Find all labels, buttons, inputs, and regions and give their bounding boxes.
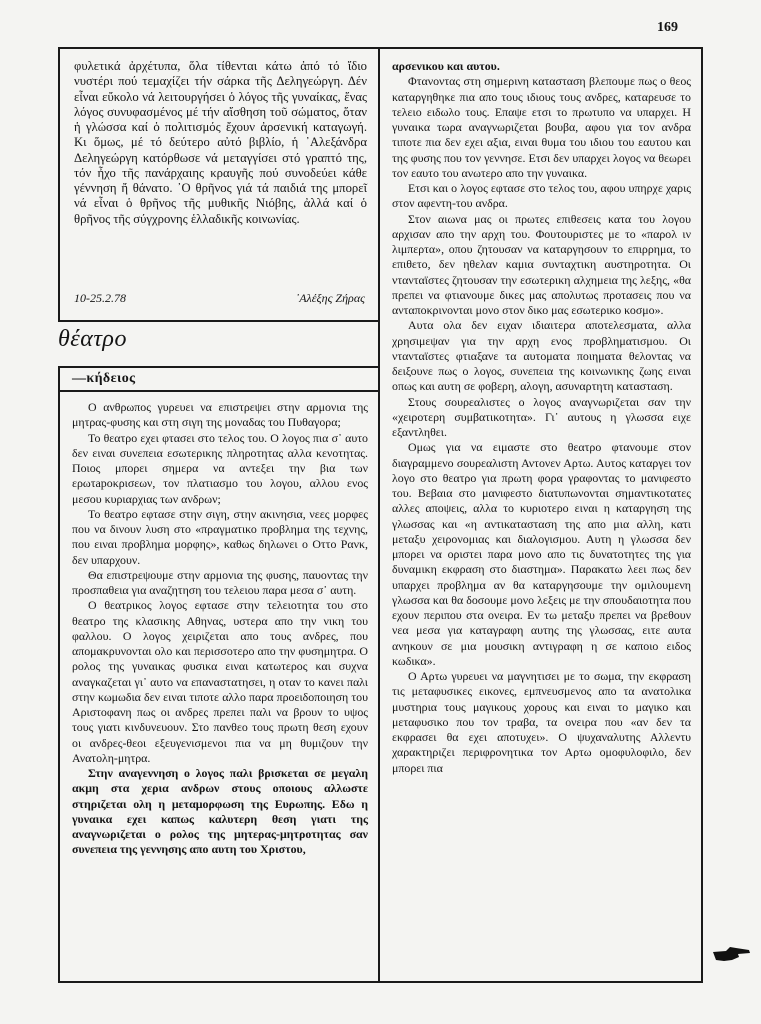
article-paragraph: Ετσι και ο λογος εφτασε στο τελος του, αφου υπηρχε χαρις στον αφεντη-του ανδρα. xyxy=(392,181,691,211)
pointing-hand-icon xyxy=(712,944,752,964)
section-title: θέατρο xyxy=(58,326,127,352)
article-left-body xyxy=(60,392,379,858)
article-paragraph: Στην αναγεννηση ο λογος παλι βρισκεται σε μεγαλη ακμη στα χερια ανδρων στους οποιους αλλωστε στηριζεται ολη η μεταμορφωση της Ευρωπης. Εδω η γυναικα εχει καπως καλυτερη θεση γιατι της αναγνωριζεται ο ρολος της μητερας-μητροτητας σαν συνεπεια της γεννησης απο αυτη του Χριστου, xyxy=(72,766,368,857)
article-paragraph: Αυτα ολα δεν ειχαν ιδιαιτερα αποτελεσματα, αλλα χρησιμεψαν για την αρχη ενος προβληματισμου. Οι ντανταϊστες φτιαξανε τα αυτοματα ποιηματα θελοντας να δειξουνε πως ο λογος, συνεπεια της κοινωνικης ζωης ειναι οπως και αυτη σε φοβερη, αλογη, ασυναρτητη κατασταση. xyxy=(392,318,691,394)
article-right-column xyxy=(378,47,703,983)
article-paragraph: Στους σουρεαλιστες ο λογος αναγνωριζεται σαν την «χειροτερη συμβατικοτητα». Γι᾽ αυτους η γλωσσα ειχε εξαντληθει. xyxy=(392,394,691,439)
article-paragraph: αρσενικου και αυτου. xyxy=(392,59,500,73)
review-date: 10-25.2.78 xyxy=(74,291,126,305)
article-paragraph: Το θεατρο εφτασε στην σιγη, στην ακινησια, νεες μορφες που να δινουν λυση στο «πραγματικο προβλημα της τεχνης, που ειναι προβλημα μορφης», καθως δηλωνει ο Οττο Ρανκ, δεν υπαρχουν. xyxy=(72,506,368,567)
article-paragraph: Ο θεατρικος λογος εφτασε στην τελειοτητα του στο θεατρο της κλασικης Αθηνας, υστερα απο την νικη του φαλλου. Ο λογος χειριζεται απο τους ανδρες, που απομακρυνονται ολο και περισσοτερο απο την φυσημητρα. Ο ρολος της γυναικας φυσικα ειναι κατωτερος και συχνα αναγκαζεται γι᾽ αυτο να επαναστατησει, η οταν το κανει παλι στην κωμωδια δεν ειναι τιποτε αλλο παρα προειδοποιηση του Αριστοφανη πως οι ανδρες πρεπει παλι να βρουν το υψος τους γιατι κινδυνευουν. Στο πανθεο τους πρωτη θεση εχουν οι ανδρες-θεοι εξευγενισμενοι πια να μη θυμιζουν την Ανατολη-μητρα. xyxy=(72,598,368,765)
review-author: ᾽Αλέξης Ζήρας xyxy=(295,291,365,305)
article-paragraph: Θα επιστρεψουμε στην αρμονια της φυσης, παυοντας την προσπαθεια για αναζητηση του τελειου παρα μεσα σ᾽ αυτη. xyxy=(72,567,368,597)
article-title: —κήδειος xyxy=(60,368,379,392)
article-paragraph: Στον αιωνα μας οι πρωτες επιθεσεις κατα του λογου αρχισαν απο την αρχη του. Φουτουριστες με το «παρολ ιν λιμπερτα», οπου ζητουσαν να καταργησουν το επιρρημα, το επιθετο, δεν ηθελαν καμια συνταχτικη αυστηροτητα. Οι ντανταϊστες ζητουσαν την εσωτερικη αλχημεια της λεξης, «θα πρεπει να φτιανουμε δικες μας απολυτως προτασεις που να ανταποκρινονται μονο στον δικο μας εσωτερικο κοσμο». xyxy=(392,211,691,317)
article-paragraph: Φτανοντας στη σημερινη κατασταση βλεπουμε πως ο θεος καταργηθηκε πια απο τους ιδιους τους ανδρες, καταρευσε το τελειο ειδωλο τους. Επαψε ετσι το πρωτυπο να υπαρχει. Η γυναικα τωρα αναγνωριζεται βουβα, αφου για τον ανδρα τιποτε πια δεν εχει αξια, ειναι θυμα του ιδιου του εαυτου και της φυσης που τον γεννησε. Ετσι δεν υπαρχει λογος να θεωρει τον εαυτο του ανωτερο απο την γυναικα. xyxy=(392,74,691,180)
article-paragraph: Ομως για να ειμαστε στο θεατρο φτανουμε στον διαγραμμενο σουρεαλιστη Αντονεν Αρτω. Αυτος καταργει τον λογο στο θεατρο για πρωτη φορα γραφοντας το μανιφεστο του. Βεβαια στο μανιφεστο διατυπωνονται σημαντικοτατες αλλες αποψεις, αλλα το κυριοτερο ειναι η καταργηση της γλωσσας και «η αντικατασταση της απο μια αλλη, κατι μεταξυ χειρονομιας και διαλογισμου. Αυτη η γλωσσα δεν μπορει να οριστει παρα μονο απο τις δυνατοτητες της για δυναμικη εκφραση στο διαστημα». Παρακατω λεει πως δεν υπαρχει προβλημα αν θα καταργησουμε την ομιλουμενη γλωσσα και θα δοσουμε μονο λεξεις με την σπουδαιοτητα που εχουν περιπου στα ονειρα. Εν τω μεταξυ πρεπει να βρεθουν νεα μεσα για καταγραφη αυτης της γλωσσας, ειτε αυτα ανηκουν σε μια μουσικη αντιγραφη η σε καποιο ειδος κωδικα». xyxy=(392,440,691,668)
article-paragraph: Ο ανθρωπος γυρευει να επιστρεψει στην αρμονια της μητρας-φυσης και στη σιγη της μοναδας του Πυθαγορα; xyxy=(72,400,368,430)
article-left-column xyxy=(58,366,381,983)
article-paragraph: Το θεατρο εχει φτασει στο τελος του. Ο λογος πια σ᾽ αυτο δεν ειναι συνεπεια εσωτερικης πληροτητας αλλα κενοτητας. Ποιος μπορει σημερα να αντεξει την βια των ερωτapοκρισεων, τον πλατιασμο του λογου, αλλου ενος μεσου κυριαρχιας των ανδρων; xyxy=(72,430,368,506)
page-number: 169 xyxy=(657,20,678,35)
article-paragraph: Ο Αρτω γυρευει να μαγνητισει με το σωμα, την εκφραση τις μεταφυσικες εικονες, εμπνευσμενος απο τα ανατολικα μυστηρια τους μαγικους χορους και ειναι το μαγικο και μεταφυσικο που τον τραβα, τα ονειρα που «αν δεν τα εκφρασει θα εχει αποτυχει». Ο ψυχαναλυτης Αλλεντυ χαρακτηριζει περιφρονητικα τον Αρτω ομοφυλοφιλο, δεν μπορει πια xyxy=(392,669,691,775)
review-box xyxy=(58,47,381,322)
signature-row xyxy=(74,291,365,306)
review-text: φυλετικά ἀρχέτυπα, ὅλα τίθενται κάτω ἀπό τό ἴδιο νυστέρι πού τεμαχίζει τήν σάρκα τῆς Δεληγεώργη. Δέν εἶναι εὔκολο νά λειτουργήσει ὁ λόγος τῆς γυναίκας, ἕνας λόγος συνυφασμένος μέ τήν αἴσθηση τοῦ σώματος, ὅταν ἡ γλώσσα καί ὁ πολιτισμός ἔχουν ἀρσενική καταγωγή. Κι ὅμως, μέ τό δεύτερο αὐτό βιβλίο, ἡ ᾽Αλεξάνδρα Δεληγεώργη κατόρθωσε νά μεταγγίσει στό γραπτό της, τόν ἦχο τῆς πανάρχαιης κραυγῆς πού συνοδεύει κάθε γέννηση ἤ θάνατο. ᾽Ο θρῆνος γιά τά παιδιά της μπορεῖ νά εἶναι ὁ θρῆνος τῆς μυθικῆς Νιόβης, ἀλλά καί ὁ θρῆνος τῆς σύγχρονης ἑλλαδικῆς κοινωνίας. xyxy=(74,59,367,226)
